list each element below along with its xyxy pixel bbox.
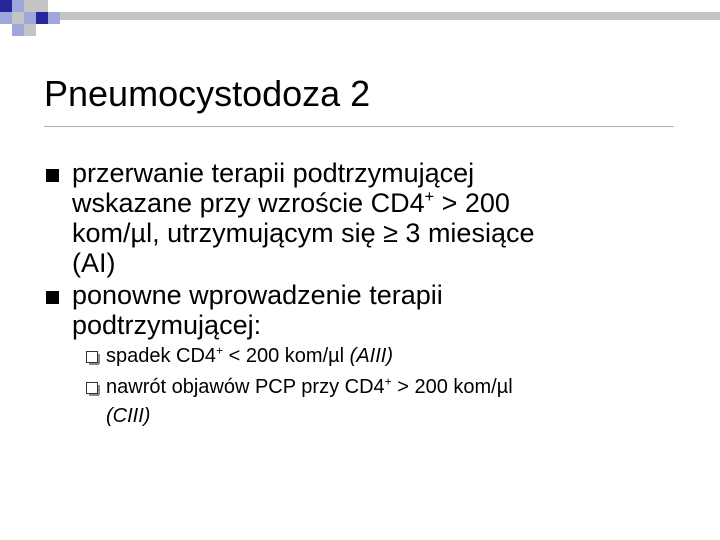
evidence-grade: (AIII): [349, 345, 394, 367]
hollow-square-bullet-icon: [86, 382, 98, 394]
slide-title-area: [44, 72, 684, 116]
sub-bullet-item: spadek CD4+ < 200 kom/µl (AIII): [78, 342, 684, 371]
slide-title: Pneumocystodoza 2: [44, 73, 371, 114]
bullet-item: [44, 158, 684, 278]
bullet-line: przerwanie terapii podtrzymującej: [72, 158, 475, 188]
title-divider: [44, 126, 674, 127]
bullet-item: [44, 280, 684, 340]
bullet-line: wskazane przy wzroście CD4+ > 200: [72, 188, 510, 218]
square-bullet-icon: [46, 291, 59, 304]
slide-body: [44, 158, 684, 431]
evidence-grade: (CIII): [106, 405, 151, 427]
square-bullet-icon: [46, 169, 59, 182]
hollow-square-bullet-icon: [86, 351, 98, 363]
decorative-header-squares: [0, 0, 720, 40]
sub-bullet-item: nawrót objawów PCP przy CD4+ > 200 kom/µl (CIII): [78, 373, 684, 431]
bullet-line: (AI): [72, 248, 116, 278]
bullet-line: kom/µl, utrzymującym się ≥ 3 miesiące: [72, 218, 535, 248]
bullet-line: podtrzymującej:: [72, 310, 262, 340]
bullet-line: ponowne wprowadzenie terapii: [72, 280, 443, 310]
